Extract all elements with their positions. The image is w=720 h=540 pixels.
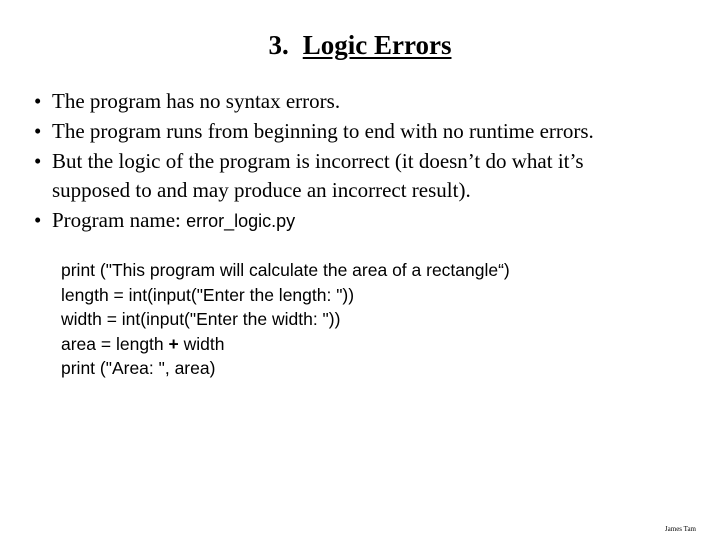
bullet-marker: • [34,208,42,232]
bullet-list [34,87,694,237]
bullet-marker: • [34,149,42,173]
code-line: print ("This program will calculate the area of a rectangle“) [61,260,510,280]
code-block [61,258,510,381]
bullet-item [34,147,694,205]
bullet-marker: • [34,119,42,143]
bullet-text: The program has no syntax errors. [52,89,341,113]
bullet-item [34,117,694,146]
bullet-item [34,87,694,116]
plus-operator: + [168,333,179,354]
bullet-text-line2: supposed to and may produce an incorrect result). [52,178,471,202]
program-filename: error_logic.py [186,211,296,231]
code-line: print ("Area: ", area) [61,358,216,378]
code-line: width = int(input("Enter the width: ")) [61,309,341,329]
slide-title [0,28,720,62]
code-line [61,332,510,357]
code-line-right: width [178,333,225,354]
bullet-item [34,206,694,236]
bullet-text-line1: But the logic of the program is incorrect (it doesn’t do what it’s [52,149,584,173]
bullet-marker: • [34,89,42,113]
code-line: length = int(input("Enter the length: ")) [61,284,355,305]
program-name-label: Program name: [52,208,187,232]
title-number: 3. [268,30,289,60]
author-footer: James Tam [664,525,696,533]
bullet-text: The program runs from beginning to end with no runtime errors. [52,119,594,143]
title-text: Logic Errors [302,30,452,60]
code-line-left: area = length [61,333,169,354]
